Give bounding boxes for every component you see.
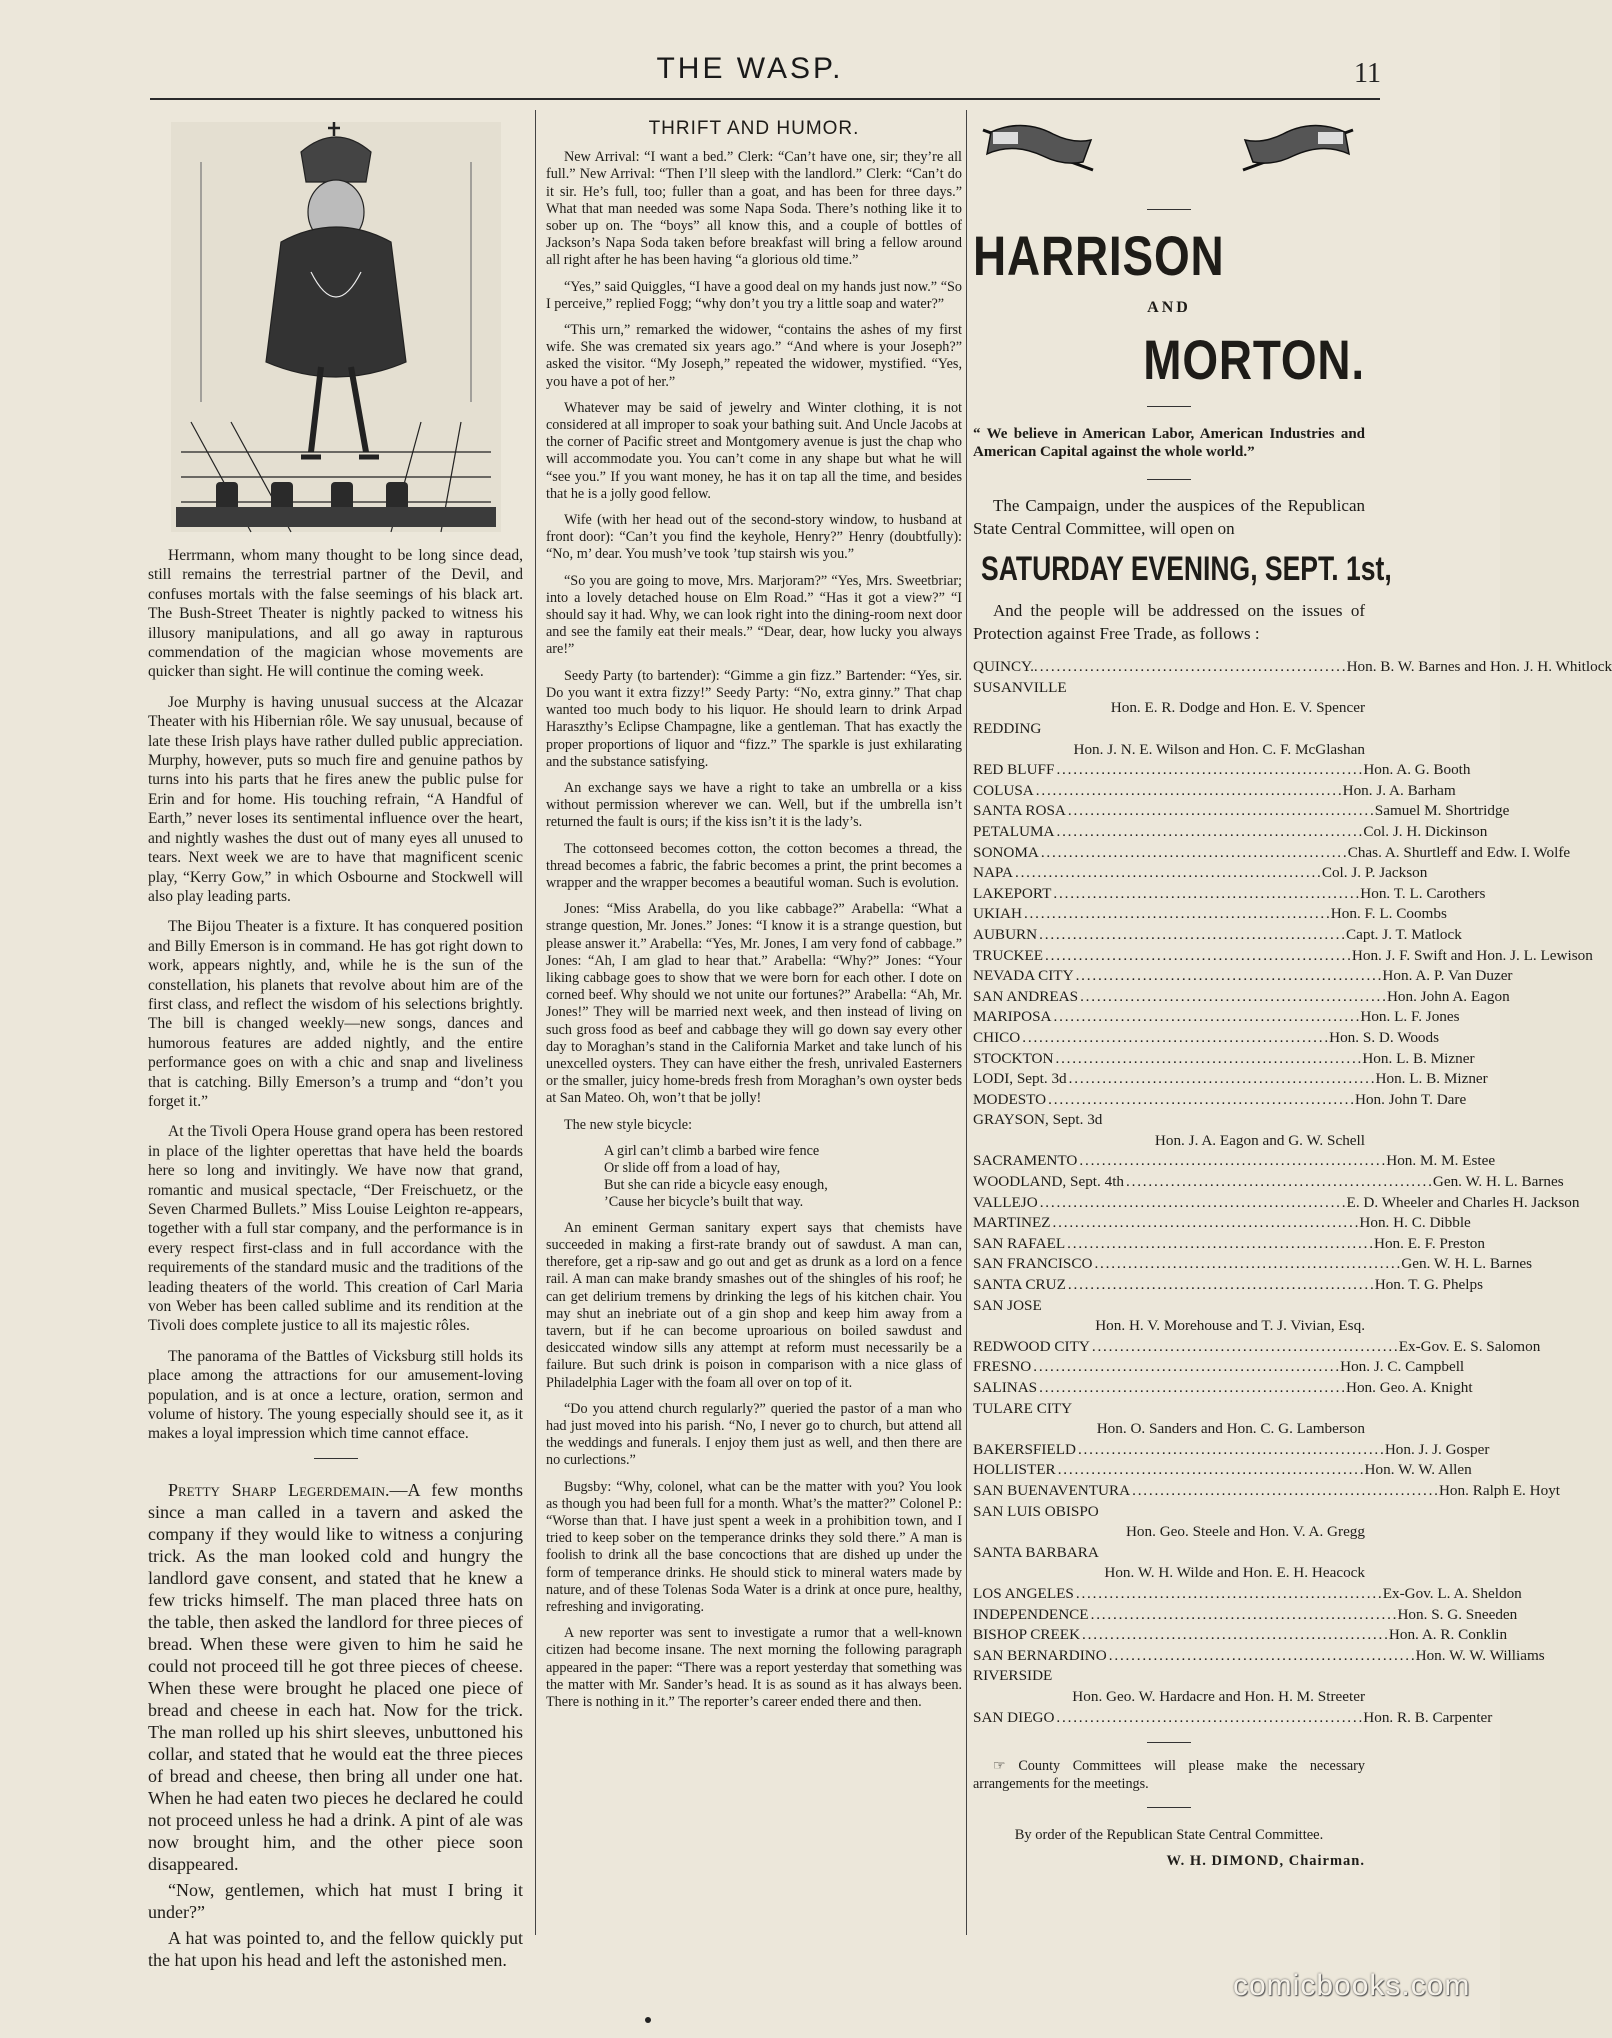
schedule-entry [973, 904, 1447, 925]
schedule-entry [973, 1337, 1541, 1358]
schedule-speakers: Capt. J. T. Matlock [1346, 925, 1462, 943]
paragraph: —A few months since a man called in a tavern and asked the company if they would like to witness a conjuring trick. As the man looked cold and hungry the landlord gave consent, and stated that he knew a few tricks himself. The man placed three hats on the table, then asked the landlord for three pieces of bread. When these were given to him he said he could not proceed till he got three pieces of cheese. When these were brought he placed one piece of bread and cheese in each hat. Now for the trick. The man rolled up his shirt sleeves, unbuttoned his collar, and stated that he would eat the three pieces of bread and cheese, then bring all under one hat. When he had eaten two pieces he declared he could not proceed unless he had a drink. A pint of ale was now brought him, and the other piece soon disappeared. [148, 1479, 524, 1874]
schedule-place: COLUSA [973, 781, 1034, 799]
schedule-speakers: Hon. W. H. Wilde and Hon. E. H. Heacock [1104, 1564, 1365, 1582]
committee-note [973, 1757, 1365, 1793]
signature-line: W. H. DIMOND, Chairman. [1166, 1852, 1365, 1869]
flags-illustration [973, 110, 1365, 190]
schedule-place: MARIPOSA [973, 1008, 1052, 1026]
leader-dots [1041, 843, 1346, 864]
leader-dots [1039, 925, 1344, 946]
schedule-place: SAN JOSE [973, 1296, 1042, 1314]
schedule-speakers: Hon. J. A. Barham [1342, 781, 1456, 799]
ad-divider [1147, 479, 1191, 480]
schedule-speakers: Hon. J. A. Eagon and G. W. Schell [1154, 1131, 1365, 1149]
schedule-speakers: Hon. A. R. Conklin [1388, 1626, 1508, 1644]
schedule-entry [973, 1708, 1493, 1729]
schedule-place: RIVERSIDE [973, 1667, 1053, 1685]
paragraph: Jones: “Miss Arabella, do you like cabbage?” Arabella: “What a strange question, Mr. Jones.” Jones: “I know it is a strange question, but please answer it.” Arabella: “Yes, Mr. Jones, I am very fond of cabbage.” Jones: “Ah, I am glad to hear that.” Arabella: “Why?” Jones: “Your liking cabbage goes to show that we were born for each other. I dote on corned beef. Why should we not unite our fortunes?” Arabella: “Ah, Mr. Jones!” They will be married next week, and then instead of living on such gross food as beef and cabbage they will go down say every other day to Moraghan’s stand in the California Market and take lunch of his unexcelled oysters. They can have either the fresh, unrivaled Easterners or the smaller, juicy home-breds fresh from Moraghan’s own oyster beds at San Mateo. Oh, won’t that be jolly! [546, 901, 962, 1107]
column-divider [535, 110, 536, 1935]
schedule-place: LAKEPORT [973, 884, 1052, 902]
schedule-speakers: Hon. E. F. Preston [1373, 1234, 1485, 1252]
schedule-entry [973, 1275, 1484, 1296]
leader-dots [1132, 1481, 1437, 1502]
leader-dots [1055, 1049, 1360, 1070]
schedule-place: STOCKTON [973, 1049, 1054, 1067]
paragraph: The panorama of the Battles of Vicksburg still holds its place among the attractions for our amusement-loving population, and is at once a lecture, oration, sermon and volume of history. The young especially should see it, as it makes a loyal impression which time cannot efface. [148, 1347, 523, 1443]
schedule-speakers: Gen. W. H. L. Barnes [1432, 1173, 1564, 1191]
schedule-place: SANTA CRUZ [973, 1276, 1066, 1294]
schedule-speakers: Gen. W. H. L. Barnes [1401, 1255, 1533, 1273]
schedule-entry [973, 1605, 1518, 1626]
schedule-entry [973, 1625, 1508, 1646]
note-text: County Committees will please make the necessary arrangements for the meetings. [973, 1758, 1365, 1793]
schedule-place: FRESNO [973, 1358, 1032, 1376]
schedule-entry [973, 1049, 1475, 1070]
schedule-speakers: Hon. L. F. Jones [1360, 1008, 1460, 1026]
watermark: comicbooks.com [1233, 1969, 1471, 2002]
page-number: 11 [1354, 58, 1381, 89]
schedule-place: SANTA ROSA [973, 802, 1066, 820]
column-heading: THRIFT AND HUMOR. [648, 118, 860, 139]
schedule-speakers: Hon. L. B. Mizner [1375, 1070, 1488, 1088]
leader-dots [1036, 781, 1341, 802]
leader-dots [1092, 1337, 1397, 1358]
schedule-entry [973, 987, 1510, 1008]
ad-divider [1147, 209, 1191, 210]
schedule-speakers: Hon. J. J. Gosper [1384, 1440, 1490, 1458]
paragraph: Joe Murphy is having unusual success at the Alcazar Theater with his Hibernian rôle. We say unusual, because of late these Irish plays have rather dulled public appreciation. Murphy, however, puts so much fire and genuine pathos by turns into his parts that he fires anew the public pulse for Erin and for home. His touching refrain, “A Handful of Earth,” never loses its sentimental influence over the heart, and nightly washes the dust out of many eyes all unused to tears. Next week we are to have that magnificent scenic play, “Kerry Gow,” in which Osbourne and Stockwell will also play leading parts. [148, 693, 523, 905]
leader-dots [1058, 1460, 1363, 1481]
schedule-speakers: Hon. J. C. Campbell [1340, 1358, 1465, 1376]
schedule-speakers: Hon. T. G. Phelps [1374, 1276, 1484, 1294]
leader-dots [1039, 1378, 1344, 1399]
schedule-entry [973, 1399, 1365, 1420]
schedule-speakers: Samuel M. Shortridge [1374, 802, 1510, 820]
schedule-place: TRUCKEE [973, 946, 1044, 964]
schedule-entry [973, 822, 1488, 843]
leader-dots [1069, 1069, 1374, 1090]
schedule-speakers: Hon. H. V. Morehouse and T. J. Vivian, Esq. [1095, 1317, 1365, 1335]
leader-dots [1079, 1151, 1384, 1172]
leader-dots [1109, 1646, 1414, 1667]
campaign-quote: “ We believe in American Labor, American Industries and American Capital against the whole world.” [973, 425, 1365, 460]
paragraph: A hat was pointed to, and the fellow quickly put the hat upon his head and left the astonished men. [148, 1927, 523, 1970]
schedule-entry [973, 1007, 1460, 1028]
schedule-speakers: Hon. John A. Eagon [1386, 987, 1510, 1005]
leader-dots [1040, 1193, 1345, 1214]
schedule-place: MODESTO [973, 1090, 1047, 1108]
leader-dots [1056, 760, 1361, 781]
schedule-speakers: Hon. J. F. Swift and Hon. J. L. Lewison [1351, 946, 1593, 964]
schedule-place: SAN FRANCISCO [973, 1255, 1093, 1273]
ad-divider [1147, 406, 1191, 407]
schedule-entry [973, 657, 1612, 678]
schedule-speakers: Hon. Geo. W. Hardacre and Hon. H. M. Streeter [1072, 1687, 1365, 1705]
poem-line: Or slide off from a load of hay, [604, 1159, 781, 1176]
schedule-place: VALLEJO [973, 1193, 1038, 1211]
schedule-place: LODI, Sept. 3d [973, 1070, 1067, 1088]
leader-dots [1045, 946, 1350, 967]
schedule-speakers: Hon. F. L. Coombs [1330, 905, 1447, 923]
column-thrift-humor [546, 110, 962, 1930]
leader-dots [1056, 1708, 1361, 1729]
schedule-place: REDWOOD CITY [973, 1337, 1090, 1355]
schedule-entry [973, 1234, 1485, 1255]
campaign-intro: And the people will be addressed on the issues of Protection against Free Trade, as follows : [973, 601, 1365, 644]
schedule-entry [973, 781, 1456, 802]
poem-line: But she can ride a bicycle easy enough, [604, 1176, 828, 1193]
poem-line: A girl can’t climb a barbed wire fence [604, 1142, 820, 1159]
pointing-hand-icon: ☞ [993, 1758, 1019, 1775]
page-dot [645, 2017, 651, 2023]
schedule-speakers: Hon. B. W. Barnes and Hon. J. H. Whitlock [1346, 658, 1612, 676]
poem-line: ’Cause her bicycle’s built that way. [604, 1193, 804, 1210]
paragraph: Seedy Party (to bartender): “Gimme a gin fizz.” Bartender: “Yes, sir. Do you want it extra fizzy!” Seedy Party: “No, extra ginny.” That chap wanted too much body to his liquor. He should learn to drink Arpad Haraszthy’s Eclipse Champagne, like a gentleman. That has exactly the proper proportions of liquor and “fizz.” The sparkle is just exhilarating and the substance satisfying. [546, 667, 962, 770]
leader-dots [1091, 1605, 1396, 1626]
schedule-entry [973, 966, 1513, 987]
schedule-place: RED BLUFF [973, 761, 1055, 779]
schedule-place: NAPA [973, 864, 1013, 882]
leader-dots [1080, 987, 1385, 1008]
column-campaign-ad [973, 110, 1612, 1920]
opening-date: SATURDAY EVENING, SEPT. 1st, [981, 549, 1392, 588]
candidate-morton: MORTON. [1143, 327, 1365, 391]
schedule-place: HOLLISTER [973, 1461, 1056, 1479]
schedule-place: TULARE CITY [973, 1399, 1073, 1417]
schedule-entry [973, 801, 1510, 822]
schedule-place: REDDING [973, 720, 1042, 737]
schedule-place: SAN ANDREAS [973, 987, 1079, 1005]
leader-dots [1078, 1440, 1383, 1461]
schedule-entry [973, 1213, 1471, 1234]
schedule-speakers: Hon. J. N. E. Wilson and Hon. C. F. McGlashan [1073, 740, 1365, 758]
schedule-speakers: Hon. W. W. Williams [1415, 1646, 1545, 1664]
schedule-entry [973, 1460, 1472, 1481]
schedule-place: SALINAS [973, 1379, 1038, 1396]
schedule-entry [973, 1502, 1365, 1523]
schedule-speakers: Hon. R. B. Carpenter [1363, 1708, 1493, 1726]
schedule-speakers: Hon. S. D. Woods [1329, 1028, 1440, 1046]
leader-dots [1022, 1028, 1327, 1049]
leader-dots [1054, 1007, 1359, 1028]
paragraph: Whatever may be said of jewelry and Winter clothing, it is not considered at all improper to soak your bathing suit. And Uncle Jacobs at the corner of Pacific street and Montgomery avenue is just the chap who will accommodate you. You can’t come in any shape but what he will “see you.” If you want money, he has it on tap all the time, and besides that he is a jolly good fellow. [546, 399, 962, 502]
schedule-place: LOS ANGELES [973, 1584, 1074, 1602]
and-text: AND [1147, 299, 1191, 317]
schedule-entry [973, 1151, 1496, 1172]
article-title: Pretty Sharp Legerdemain. [168, 1479, 390, 1500]
schedule-speakers: Col. J. H. Dickinson [1363, 822, 1488, 840]
leader-dots [1053, 884, 1358, 905]
schedule-speakers: Hon. A. P. Van Duzer [1382, 967, 1513, 985]
section-divider [314, 1458, 358, 1459]
schedule-entry [973, 1172, 1564, 1193]
paragraph: “Now, gentlemen, which hat must I bring it under?” [148, 1879, 523, 1922]
leader-dots [1033, 1357, 1338, 1378]
leader-dots [1076, 966, 1381, 987]
paragraph: An exchange says we have a right to take an umbrella or a kiss without permission wherever we can. Well, but if the umbrella isn’t returned the fault is ours; if the kiss isn’t it is the lady’s. [546, 779, 962, 831]
speaker-schedule [973, 657, 1612, 1728]
schedule-entry [973, 1090, 1467, 1111]
schedule-entry [973, 719, 1365, 740]
schedule-entry [973, 946, 1593, 967]
schedule-place: SANTA BARBARA [973, 1543, 1099, 1561]
schedule-entry [973, 1296, 1365, 1317]
schedule-place: SONOMA [973, 843, 1039, 861]
schedule-speakers: Hon. M. M. Estee [1386, 1152, 1496, 1170]
schedule-speakers: Hon. John T. Dare [1355, 1090, 1467, 1108]
leader-dots [1056, 822, 1361, 843]
schedule-entry [973, 1254, 1533, 1275]
paragraph: The Bijou Theater is a fixture. It has conquered position and Billy Emerson is in command. He has got right down to work, appears nightly, and, while he is the sun of the constellation, his planets that revolve about him are of the first class, and reflect the wisdom of his selections brightly. The bill is changed weekly—new songs, dances and humorous features are added nightly, and the entire performance goes on with a chic and snap and liveliness that is catching. Billy Emerson’s a trump and “don’t you forget it.” [148, 918, 523, 1110]
paragraph: New Arrival: “I want a bed.” Clerk: “Can’t have one, sir; they’re all full.” New Arrival: “Then I’ll sleep with the landlord.” Clerk: “Can’t do it sir. He’s full, too; fuller than a goat, and has been for three days.” What that man needed was some Napa Soda. There’s nothing like it to sober up on. The “boys” all know this, and a couple of bottles of Jackson’s Napa Soda taken before breakfast will bring a fellow around all right after he has been having “a glorious old time.” [546, 149, 962, 269]
schedule-entry [973, 843, 1571, 864]
schedule-place: WOODLAND, Sept. 4th [973, 1173, 1125, 1191]
schedule-speakers: Hon. O. Sanders and Hon. C. G. Lamberson [1096, 1420, 1365, 1438]
schedule-place: MARTINEZ [973, 1214, 1051, 1232]
paragraph: A new reporter was sent to investigate a rumor that a well-known citizen had become insane. The next morning the following paragraph appeared in the paper: “There was a report yesterday that something was the matter with Mr. Sander’s head. It is as sound as it has always been. There is nothing in it.” The reporter’s career ended there and then. [546, 1625, 962, 1711]
schedule-place: QUINCY.. [973, 658, 1038, 676]
schedule-speakers: Hon. H. C. Dibble [1359, 1214, 1471, 1232]
schedule-entry [973, 925, 1462, 946]
schedule-place: BISHOP CREEK [973, 1626, 1081, 1644]
schedule-speakers: Hon. T. L. Carothers [1360, 884, 1486, 902]
column-divider [966, 110, 967, 1935]
schedule-place: PETALUMA [973, 822, 1055, 840]
schedule-speakers: Ex-Gov. L. A. Sheldon [1382, 1584, 1522, 1602]
paragraph: An eminent German sanitary expert says that chemists have succeeded in making a first-rate brandy out of sawdust. A man can, therefore, get a rip-saw and go out and get as drunk as a lord on a fence rail. A man can make brandy smashes out of the shingles of his roof; he can get delirium tremens by drinking the legs of his kitchen chair. You may shut an inebriate out of a gin shop and keep him away from a tavern, but if he can become uproarious on boiled sawdust and desiccated window sills any attempt at reform must necessarily be a failure. But such drink is poison in comparison with a nice glass of Philadelphia Lager with the foam all over on top of it. [546, 1219, 962, 1391]
leader-dots [1024, 904, 1329, 925]
schedule-entry [973, 1543, 1365, 1564]
schedule-entry [973, 1028, 1440, 1049]
illustration-devil-magician [171, 122, 501, 532]
leader-dots [1082, 1625, 1387, 1646]
schedule-place: GRAYSON, Sept. 3d [973, 1111, 1103, 1129]
schedule-entry [973, 1069, 1488, 1090]
campaign-text: The Campaign, under the auspices of the Republican State Central Committee, will open on [973, 495, 1365, 538]
header-rule [150, 98, 1380, 100]
order-line: By order of the Republican State Central Committee. [1014, 1827, 1324, 1844]
schedule-entry [973, 1646, 1545, 1667]
schedule-speakers: E. D. Wheeler and Charles H. Jackson [1346, 1193, 1580, 1211]
schedule-place: SUSANVILLE [973, 678, 1067, 696]
schedule-entry [973, 760, 1471, 781]
leader-dots [1067, 1234, 1372, 1255]
schedule-entry [973, 678, 1365, 699]
leader-dots [1068, 801, 1373, 822]
schedule-place: SAN BUENAVENTURA [973, 1481, 1131, 1499]
schedule-speakers: Chas. A. Shurtleff and Edw. I. Wolfe [1347, 843, 1571, 861]
schedule-speakers: Hon. Geo. A. Knight [1346, 1379, 1473, 1396]
paragraph: Herrmann, whom many thought to be long since dead, still remains the terrestrial partner of the Devil, and confuses mortals with the false seemings of his black art. The Bush-Street Theater is nightly packed to witness his illusory manipulations, and all go away in rapturous commendation of the magician whose movements are quicker than sight. He will continue the coming week. [148, 547, 523, 681]
schedule-entry [973, 1378, 1473, 1399]
schedule-place: INDEPENDENCE [973, 1605, 1089, 1623]
paragraph: “Do you attend church regularly?” queried the pastor of a man who had just moved into his parish. “No, I never go to church, but attend all the weddings and funerals. I enjoy them just as well, and then there are no curlections.” [546, 1400, 962, 1469]
paragraph: “Yes,” said Quiggles, “I have a good deal on my hands just now.” “So I perceive,” replied Fogg; “why don’t you try a little soap and water?” [546, 278, 962, 312]
paragraph: The cottonseed becomes cotton, the cotton becomes a thread, the thread becomes a fabric, the fabric becomes a print, the print becomes a wrapper and the wrapper becomes a beautiful woman. Such is evolution. [546, 840, 962, 891]
ad-divider [1147, 1742, 1191, 1743]
schedule-place: UKIAH [973, 905, 1022, 923]
leader-dots [1094, 1254, 1399, 1275]
schedule-place: CHICO [973, 1028, 1021, 1046]
article-legerdemain [148, 1479, 523, 1971]
schedule-entry [973, 1357, 1465, 1378]
schedule-entry [973, 1481, 1561, 1502]
leader-dots [1015, 863, 1320, 884]
paragraph: At the Tivoli Opera House grand opera has been restored in place of the lighter operettas that have held the boards here so long and invitingly. We have now that grand, romantic and musical spectacle, “Der Freischuetz, or the Seven Charmed Bullets.” Miss Louise Leighton re-appears, together with a full star company, and the performance is in every respect first-class and in full accordance with the requirements of the standard music and the traditions of the leading theaters of the world. This creation of Carl Maria von Weber has been called sublime and its rendition at the Tivoli does complete justice to all its majestic rôles. [148, 1123, 523, 1335]
paragraph: “This urn,” remarked the widower, “contains the ashes of my first wife. She was cremated six years ago.” “And where is your Joseph?” asked the visitor. “My Joseph,” repeated the widower, mystified. “Yes, you have a pot of her.” [546, 322, 962, 390]
paragraph: “So you are going to move, Mrs. Marjoram?” “Yes, Mrs. Sweetbriar; into a lovely detached house on Elm Road.” “Has it got a view?” “I should say it had. Why, we can look right into the dining-room next door and see the family eat their meals.” “Dear, dear, how lucky you always are!” [546, 572, 962, 658]
leader-dots [1053, 1213, 1358, 1234]
leader-dots [1040, 657, 1345, 678]
schedule-entry [973, 1110, 1365, 1131]
schedule-place: SAN RAFAEL [973, 1234, 1066, 1252]
schedule-place: SAN BERNARDINO [973, 1646, 1107, 1664]
schedule-entry [973, 1440, 1490, 1461]
leader-dots [1076, 1584, 1381, 1605]
leader-dots [1048, 1090, 1353, 1111]
schedule-speakers: Hon. L. B. Mizner [1362, 1049, 1475, 1067]
schedule-speakers: Hon. E. R. Dodge and Hon. E. V. Spencer [1110, 699, 1365, 717]
leader-dots [1126, 1172, 1431, 1193]
schedule-speakers: Col. J. P. Jackson [1321, 864, 1428, 882]
paragraph: Bugsby: “Why, colonel, what can be the matter with you? You look as though you had been full for a month. What’s the matter?” Colonel P.: “Worse than that. I have just spent a week in a prohibition town, and I tried to keep sober on the temperance drinks they sold there.” A man is foolish to drink all the base concoctions that are dished up under the form of temperance drinks. He should stick to mineral waters made by nature, and of these Tolenas Soda Water is a drink at once pure, healthy, refreshing and invigorating. [546, 1478, 962, 1616]
schedule-place: AUBURN [973, 925, 1038, 943]
schedule-place: BAKERSFIELD [973, 1440, 1076, 1458]
schedule-speakers: Hon. S. G. Sneeden [1397, 1605, 1518, 1623]
schedule-place: NEVADA CITY [973, 967, 1074, 985]
poem [546, 1143, 962, 1211]
masthead-title: THE WASP. [656, 52, 844, 85]
schedule-speakers: Hon. Geo. Steele and Hon. V. A. Gregg [1125, 1523, 1365, 1541]
paragraph: Wife (with her head out of the second-story window, to husband at front door): “Can’t you find the keyhole, Henry?” Henry (doubtfully): “No, m’ dear. You mush’ve took ’tup stairsh wis you.” [546, 512, 962, 563]
ad-divider [1147, 1807, 1191, 1808]
schedule-entry [973, 1584, 1522, 1605]
schedule-speakers: Hon. W. W. Allen [1364, 1461, 1472, 1479]
schedule-entry [973, 1666, 1365, 1687]
schedule-entry [973, 1193, 1580, 1214]
column-theater [148, 110, 524, 1970]
schedule-entry [973, 884, 1486, 905]
paragraph: The new style bicycle: [564, 1116, 693, 1133]
schedule-place: SAN DIEGO [973, 1708, 1055, 1726]
schedule-place: SAN LUIS OBISPO [973, 1502, 1099, 1520]
schedule-speakers: Ex-Gov. E. S. Salomon [1398, 1337, 1541, 1355]
schedule-entry [973, 863, 1428, 884]
schedule-speakers: Hon. A. G. Booth [1363, 761, 1471, 779]
schedule-speakers: Hon. Ralph E. Hoyt [1438, 1481, 1561, 1499]
candidate-harrison: HARRISON [973, 224, 1225, 288]
leader-dots [1068, 1275, 1373, 1296]
schedule-place: SACRAMENTO [973, 1152, 1078, 1170]
